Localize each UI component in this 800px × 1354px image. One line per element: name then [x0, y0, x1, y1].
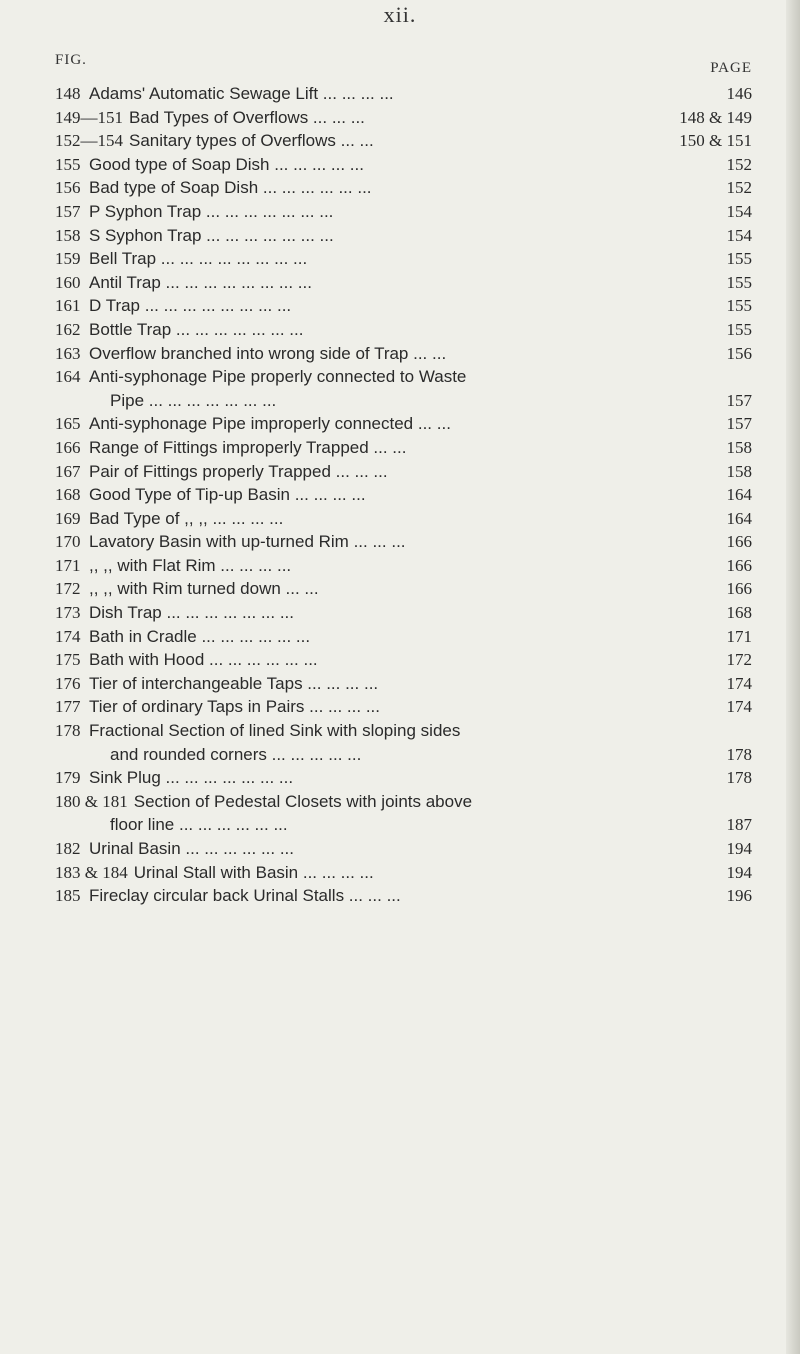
figure-entry	[55, 460, 752, 484]
figure-number: 173	[55, 603, 81, 623]
figure-number: 178	[55, 721, 81, 741]
figure-title: S Syphon Trap ... ... ... ... ... ... ...	[89, 225, 334, 245]
figure-entry	[55, 224, 752, 248]
column-header-fig: FIG.	[55, 52, 87, 68]
figure-title: Bath with Hood ... ... ... ... ... ...	[89, 650, 318, 670]
figure-number: 166	[55, 437, 81, 457]
page-reference: 152	[726, 178, 752, 198]
figure-list	[55, 82, 752, 908]
page-reference: 168	[726, 603, 752, 623]
figure-title: Bad Types of Overflows ... ... ...	[129, 107, 365, 127]
figure-number: 172	[55, 579, 81, 599]
page-reference: 148 & 149	[679, 107, 752, 127]
figure-number: 168	[55, 485, 81, 505]
page-reference: 155	[726, 249, 752, 269]
figure-number: 183 & 184	[55, 862, 128, 882]
page-reference: 171	[726, 626, 752, 646]
page-reference: 157	[726, 414, 752, 434]
figure-number: 148	[55, 84, 81, 103]
figure-entry	[55, 672, 752, 696]
page-reference: 194	[726, 839, 752, 858]
page-reference: 196	[726, 886, 752, 906]
figure-entry	[55, 106, 752, 130]
column-header-page: PAGE	[710, 60, 752, 76]
figure-number: 161	[55, 296, 81, 316]
figure-number: 160	[55, 272, 81, 292]
figure-title: Bath in Cradle ... ... ... ... ... ...	[89, 626, 311, 646]
figure-title: Fractional Section of lined Sink with sloping sides	[89, 721, 461, 741]
page-reference: 155	[726, 296, 752, 316]
figure-title: Overflow branched into wrong side of Trap ... ...	[89, 343, 447, 363]
figure-number: 157	[55, 201, 81, 221]
page-reference: 155	[726, 272, 752, 292]
figure-title-continued: Pipe ... ... ... ... ... ... ...	[110, 390, 277, 410]
page-reference: 187	[726, 815, 752, 835]
figure-entry	[55, 318, 752, 342]
figure-title: Bad type of Soap Dish ... ... ... ... ... ...	[89, 178, 372, 198]
figure-title: Urinal Basin ... ... ... ... ... ...	[89, 839, 295, 858]
page-reference: 166	[726, 532, 752, 552]
figure-title: Bell Trap ... ... ... ... ... ... ... ...	[89, 249, 308, 269]
figure-number: 152—154	[55, 131, 123, 151]
page-reference: 174	[726, 673, 752, 693]
figure-title: Anti-syphonage Pipe properly connected to Waste	[89, 367, 467, 387]
figure-title: P Syphon Trap ... ... ... ... ... ... ...	[89, 201, 334, 221]
page-reference: 154	[726, 201, 752, 221]
figure-number: 170	[55, 532, 81, 552]
figure-title: Section of Pedestal Closets with joints above	[133, 791, 473, 811]
figure-number: 158	[55, 225, 81, 245]
page-reference: 146	[726, 84, 752, 103]
figure-title: ,, ,, with Flat Rim ... ... ... ...	[89, 555, 292, 575]
figure-number: 179	[55, 768, 81, 788]
figure-title: Bottle Trap ... ... ... ... ... ... ...	[89, 319, 304, 339]
page-number: xii.	[383, 2, 417, 27]
figure-title: Good Type of Tip-up Basin ... ... ... ...	[89, 485, 366, 505]
figure-entry	[55, 719, 752, 766]
figure-entry	[55, 601, 752, 625]
figure-entry	[55, 884, 752, 908]
figure-entry	[55, 837, 752, 861]
figure-number: 156	[55, 178, 81, 198]
figure-entry	[55, 412, 752, 436]
figure-title: Antil Trap ... ... ... ... ... ... ... ...	[89, 272, 312, 292]
figure-number: 167	[55, 461, 81, 481]
page-reference: 158	[726, 461, 752, 481]
figure-title: Tier of ordinary Taps in Pairs ... ... ... ...	[89, 697, 380, 717]
figure-entry	[55, 766, 752, 790]
figure-title: Urinal Stall with Basin ... ... ... ...	[133, 862, 374, 882]
figure-entry	[55, 648, 752, 672]
figure-number: 175	[55, 650, 81, 670]
figure-number: 185	[55, 886, 81, 906]
figure-entry	[55, 153, 752, 177]
page-reference: 157	[726, 390, 752, 410]
page-edge-shadow	[786, 0, 800, 1354]
figure-number: 163	[55, 343, 81, 363]
figure-title: Range of Fittings improperly Trapped ... ...	[89, 437, 407, 457]
figure-title: ,, ,, with Rim turned down ... ...	[89, 579, 319, 599]
figure-entry	[55, 294, 752, 318]
figure-entry	[55, 247, 752, 271]
figure-title: Fireclay circular back Urinal Stalls ... ... ...	[89, 886, 401, 906]
page-reference: 152	[726, 154, 752, 174]
figure-entry	[55, 577, 752, 601]
figure-entry	[55, 271, 752, 295]
figure-entry	[55, 176, 752, 200]
page-reference: 164	[726, 485, 752, 505]
figure-entry	[55, 625, 752, 649]
figure-number: 176	[55, 673, 81, 693]
figure-entry	[55, 507, 752, 531]
figure-title: Sink Plug ... ... ... ... ... ... ...	[89, 768, 294, 788]
page-reference: 178	[726, 768, 752, 788]
figure-entry	[55, 861, 752, 885]
figure-title: Sanitary types of Overflows ... ...	[129, 131, 374, 151]
page-reference: 158	[726, 437, 752, 457]
figure-number: 164	[55, 367, 81, 387]
figure-title: Tier of interchangeable Taps ... ... ... ...	[89, 673, 379, 693]
figure-title: Anti-syphonage Pipe improperly connected ... ...	[89, 414, 451, 434]
page-reference: 178	[726, 744, 752, 764]
figure-entry	[55, 790, 752, 837]
figure-entry	[55, 554, 752, 578]
figure-number: 155	[55, 154, 81, 174]
figure-title-continued: floor line ... ... ... ... ... ...	[110, 815, 288, 835]
page-reference: 156	[726, 343, 752, 363]
figure-entry	[55, 695, 752, 719]
figure-entry	[55, 342, 752, 366]
figure-number: 165	[55, 414, 81, 434]
figure-number: 159	[55, 249, 81, 269]
figure-number: 169	[55, 508, 81, 528]
page-reference: 164	[726, 508, 752, 528]
figure-title: Dish Trap ... ... ... ... ... ... ...	[89, 603, 294, 623]
figure-number: 171	[55, 555, 81, 575]
figure-title: Lavatory Basin with up-turned Rim ... ... ...	[89, 532, 406, 552]
figure-entry	[55, 483, 752, 507]
figure-number: 177	[55, 697, 81, 717]
page-reference: 166	[726, 579, 752, 599]
figure-title-continued: and rounded corners ... ... ... ... ...	[110, 744, 362, 764]
page-reference: 166	[726, 555, 752, 575]
figure-title: Good type of Soap Dish ... ... ... ... ...	[89, 154, 364, 174]
page-reference: 150 & 151	[679, 131, 752, 151]
figure-title: Pair of Fittings properly Trapped ... ... ...	[89, 461, 388, 481]
figure-entry	[55, 82, 752, 106]
figure-entry	[55, 129, 752, 153]
figure-number: 174	[55, 626, 81, 646]
page-reference: 154	[726, 225, 752, 245]
figure-number: 180 & 181	[55, 791, 128, 811]
figure-number: 162	[55, 319, 81, 339]
page-reference: 174	[726, 697, 752, 717]
figure-title: Adams' Automatic Sewage Lift ... ... ... ...	[89, 84, 394, 103]
figure-entry	[55, 530, 752, 554]
figure-title: D Trap ... ... ... ... ... ... ... ...	[89, 296, 292, 316]
page-reference: 172	[726, 650, 752, 670]
page-reference: 194	[726, 862, 752, 882]
figure-number: 149—151	[55, 107, 123, 127]
page-reference: 155	[726, 319, 752, 339]
figure-entry	[55, 365, 752, 412]
figure-entry	[55, 436, 752, 460]
figure-title: Bad Type of ,, ,, ... ... ... ...	[89, 508, 284, 528]
figure-entry	[55, 200, 752, 224]
figure-number: 182	[55, 839, 81, 858]
